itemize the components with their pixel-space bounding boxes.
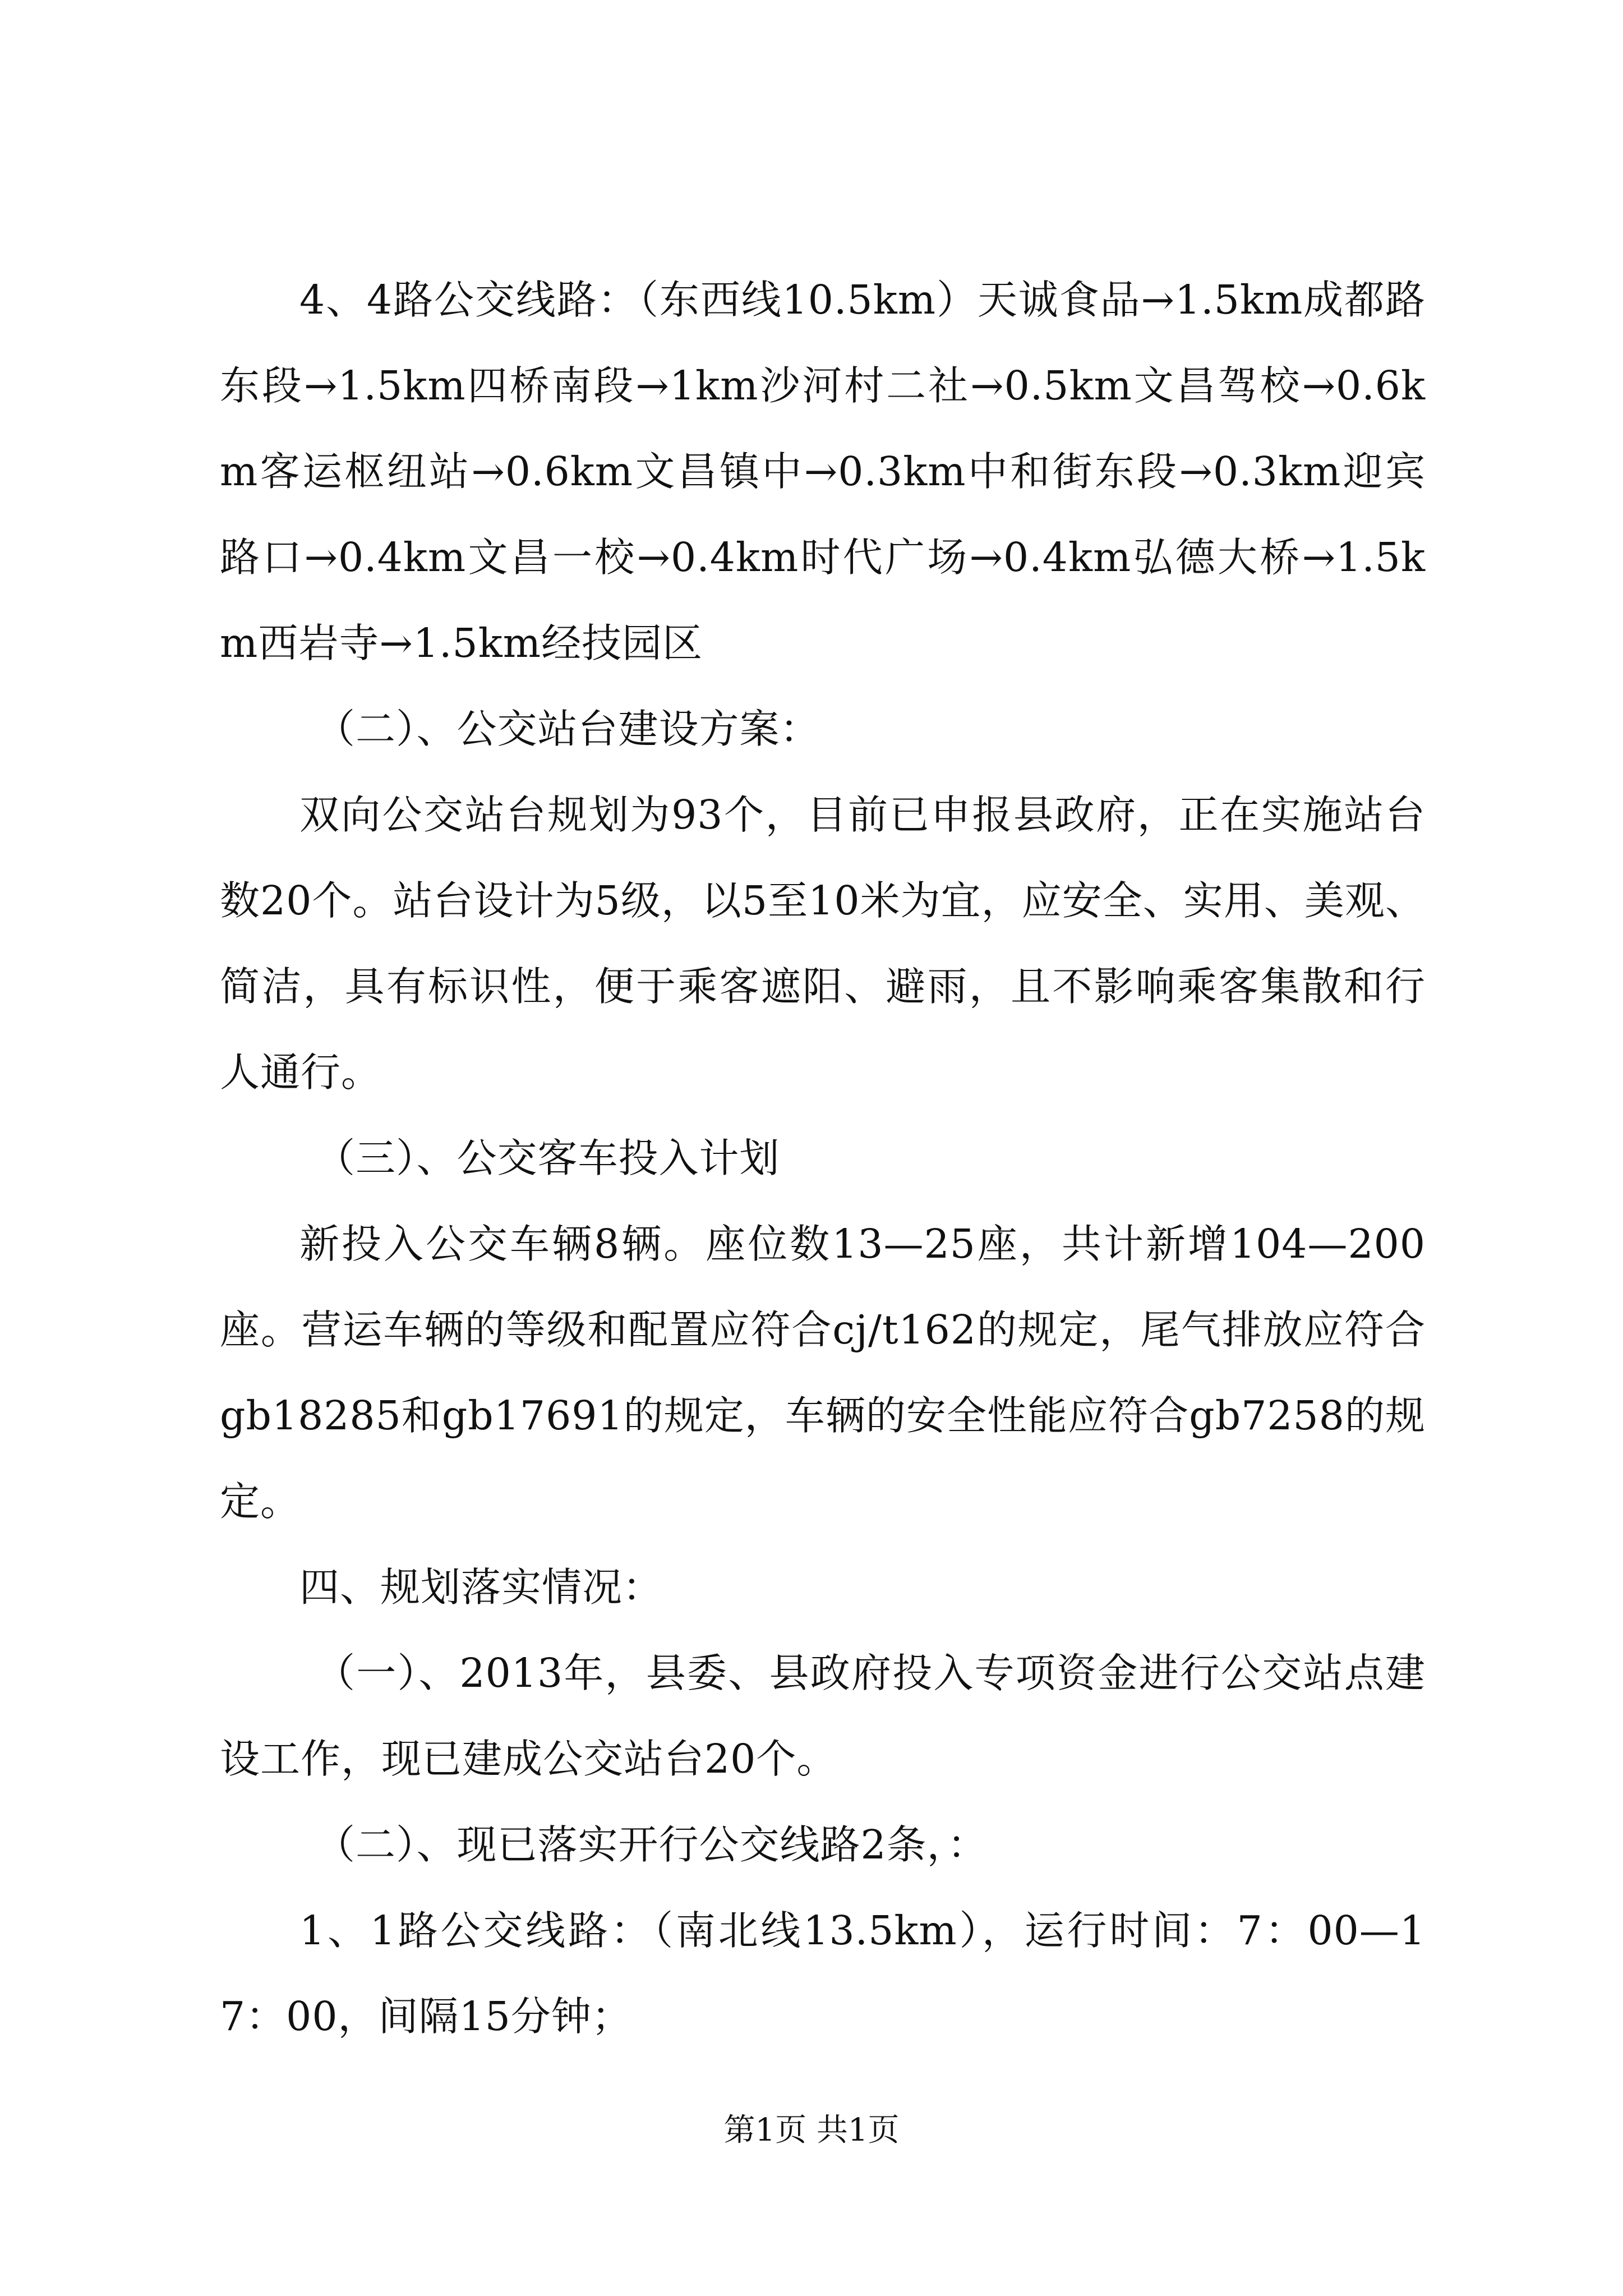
heading-implementation: 四、规划落实情况： [299, 1564, 663, 1611]
paragraph-bus-plan: 新投入公交车辆8辆。座位数13—25座，共计新增104—200座。营运车辆的等级和配置应符合cj/t162的规定，尾气排放应符合gb18285和gb17691的规定，车辆的安全性能应符合gb7258的规定。 [220, 1221, 1426, 1525]
paragraph-implementation-2: （二）、现已落实开行公交线路2条，： [315, 1821, 988, 1868]
page-footer: 第1页 共1页 [723, 2112, 900, 2148]
document-body [220, 257, 1426, 2059]
heading-station-plan: （二）、公交站台建设方案： [315, 706, 820, 752]
paragraph-route-1: 1、1路公交线路：（南北线13.5km），运行时间：7：00—17：00，间隔15分钟； [220, 1907, 1426, 2040]
paragraph-implementation-1: （一）、2013年，县委、县政府投入专项资金进行公交站点建设工作，现已建成公交站台20个。 [220, 1650, 1426, 1782]
paragraph-station-plan: 双向公交站台规划为93个，目前已申报县政府，正在实施站台数20个。站台设计为5级，以5至10米为宜，应安全、实用、美观、简洁，具有标识性，便于乘客遮阳、避雨，且不影响乘客集散和行人通行。 [220, 792, 1426, 1096]
heading-bus-plan: （三）、公交客车投入计划 [315, 1135, 780, 1181]
paragraph-route-4: 4、4路公交线路：（东西线10.5km）天诚食品→1.5km成都路东段→1.5km四桥南段→1km沙河村二社→0.5km文昌驾校→0.6km客运枢纽站→0.6km文昌镇中→0.3km中和街东段→0.3km迎宾路口→0.4km文昌一校→0.4km时代广场→0.4km弘德大桥→1.5km西岩寺→1.5km经技园区 [220, 277, 1426, 666]
